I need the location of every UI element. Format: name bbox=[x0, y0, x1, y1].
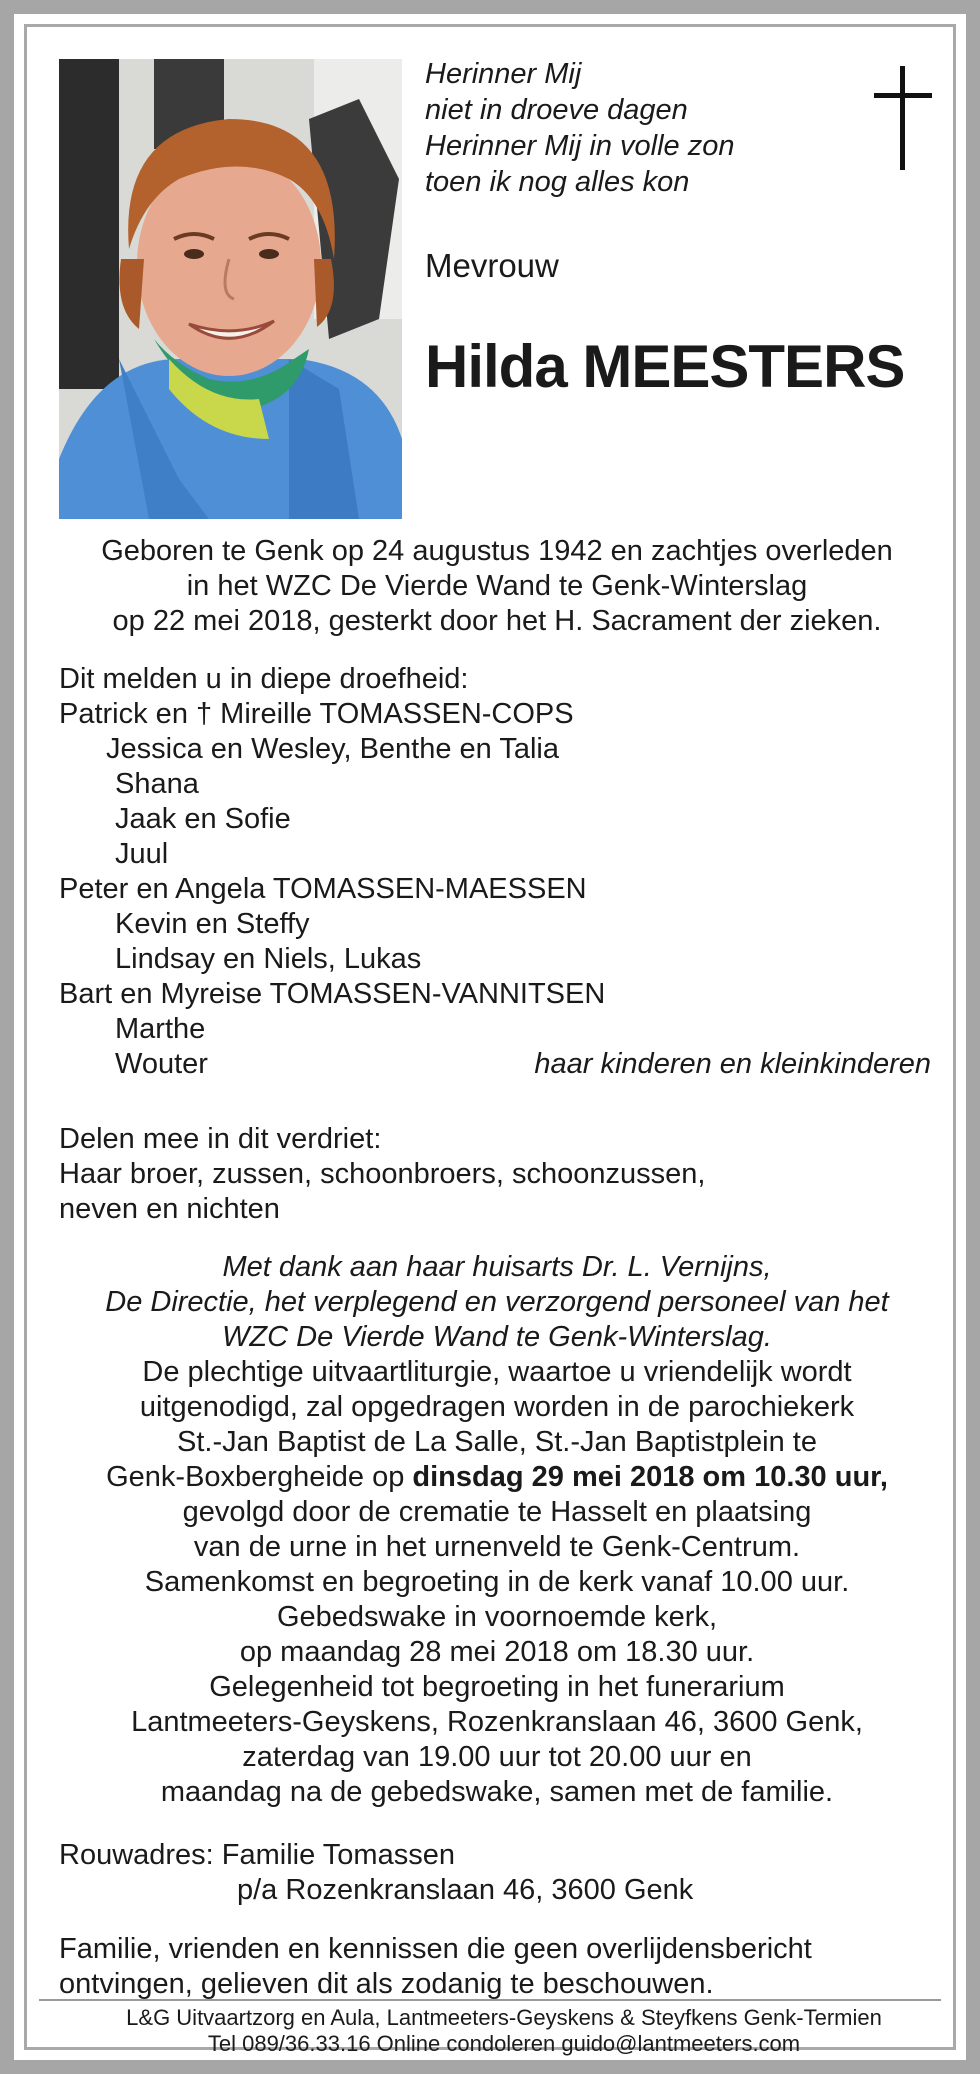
family-line: Jaak en Sofie bbox=[115, 803, 291, 835]
address-line: Rouwadres: Familie Tomassen bbox=[59, 1839, 455, 1871]
footer-line: Tel 089/36.33.16 Online condoleren guido@lantmeeters.com bbox=[207, 2031, 801, 2056]
ceremony-line: zaterdag van 19.00 uur tot 20.00 uur en bbox=[242, 1741, 752, 1773]
cross-icon bbox=[874, 66, 934, 170]
ceremony-date-line bbox=[59, 1460, 935, 1495]
family-line: Wouter bbox=[115, 1048, 208, 1080]
family-line: Marthe bbox=[115, 1013, 206, 1045]
ceremony-line: Samenkomst en begroeting in de kerk vanaf 10.00 uur. bbox=[144, 1566, 850, 1598]
ceremony-line: St.-Jan Baptist de La Salle, St.-Jan Baptistplein te bbox=[177, 1426, 817, 1458]
ceremony-line: maandag na de gebedswake, samen met de familie. bbox=[160, 1776, 834, 1808]
family-relation: haar kinderen en kleinkinderen bbox=[534, 1048, 931, 1080]
family-line: Kevin en Steffy bbox=[115, 908, 310, 940]
ceremony-line: gevolgd door de crematie te Hasselt en plaatsing bbox=[182, 1496, 812, 1528]
thanks-line: Met dank aan haar huisarts Dr. L. Vernijns, bbox=[222, 1251, 772, 1283]
ceremony-place: Genk-Boxbergheide op bbox=[106, 1461, 413, 1493]
poem-line: Herinner Mij bbox=[425, 58, 582, 90]
deceased-name: Hilda MEESTERS bbox=[425, 333, 905, 400]
portrait-photo bbox=[59, 59, 402, 519]
notice-line: Familie, vrienden en kennissen die geen overlijdensbericht bbox=[59, 1933, 812, 1965]
ceremony-date: dinsdag 29 mei 2018 om 10.30 uur, bbox=[412, 1461, 888, 1493]
family-line: Lindsay en Niels, Lukas bbox=[115, 943, 422, 975]
birth-line: in het WZC De Vierde Wand te Genk-Winterslag bbox=[186, 570, 808, 602]
poem-line: toen ik nog alles kon bbox=[425, 166, 690, 198]
ceremony-line: Lantmeeters-Geyskens, Rozenkranslaan 46, 3600 Genk, bbox=[131, 1706, 863, 1738]
thanks-line: De Directie, het verplegend en verzorgend personeel van het bbox=[105, 1286, 889, 1318]
family-line: Juul bbox=[115, 838, 169, 870]
ceremony-line: uitgenodigd, zal opgedragen worden in de parochiekerk bbox=[139, 1391, 855, 1423]
ceremony-line: van de urne in het urnenveld te Genk-Centrum. bbox=[193, 1531, 801, 1563]
honorific: Mevrouw bbox=[425, 247, 559, 284]
ceremony-line: Gebedswake in voornoemde kerk, bbox=[276, 1601, 718, 1633]
poem-line: Herinner Mij in volle zon bbox=[425, 130, 735, 162]
ceremony-line: op maandag 28 mei 2018 om 18.30 uur. bbox=[239, 1636, 755, 1668]
address-line: p/a Rozenkranslaan 46, 3600 Genk bbox=[237, 1874, 694, 1906]
birth-line: op 22 mei 2018, gesterkt door het H. Sacrament der zieken. bbox=[112, 605, 882, 637]
ceremony-line: Gelegenheid tot begroeting in het funerarium bbox=[209, 1671, 785, 1703]
ceremony-line: De plechtige uitvaartliturgie, waartoe u vriendelijk wordt bbox=[142, 1356, 852, 1388]
family-line: Shana bbox=[115, 768, 199, 800]
notice-line: ontvingen, gelieven dit als zodanig te beschouwen. bbox=[59, 1968, 714, 2000]
share-line: neven en nichten bbox=[59, 1193, 280, 1225]
footer-line: L&G Uitvaartzorg en Aula, Lantmeeters-Geyskens & Steyfkens Genk-Termien bbox=[126, 2005, 882, 2030]
obituary-card bbox=[14, 14, 966, 2060]
poem-line: niet in droeve dagen bbox=[425, 94, 688, 126]
share-line: Haar broer, zussen, schoonbroers, schoonzussen, bbox=[59, 1158, 706, 1190]
family-line: Peter en Angela TOMASSEN-MAESSEN bbox=[59, 873, 587, 905]
family-line: Jessica en Wesley, Benthe en Talia bbox=[106, 733, 559, 765]
family-line: Patrick en † Mireille TOMASSEN-COPS bbox=[59, 698, 574, 730]
thanks-line: WZC De Vierde Wand te Genk-Winterslag. bbox=[222, 1321, 772, 1353]
birth-line: Geboren te Genk op 24 augustus 1942 en zachtjes overleden bbox=[101, 535, 893, 567]
family-line: Bart en Myreise TOMASSEN-VANNITSEN bbox=[59, 978, 606, 1010]
poem bbox=[425, 56, 734, 200]
share-intro: Delen mee in dit verdriet: bbox=[59, 1123, 382, 1155]
family-intro: Dit melden u in diepe droefheid: bbox=[59, 663, 469, 695]
footer-divider bbox=[39, 1999, 941, 2001]
